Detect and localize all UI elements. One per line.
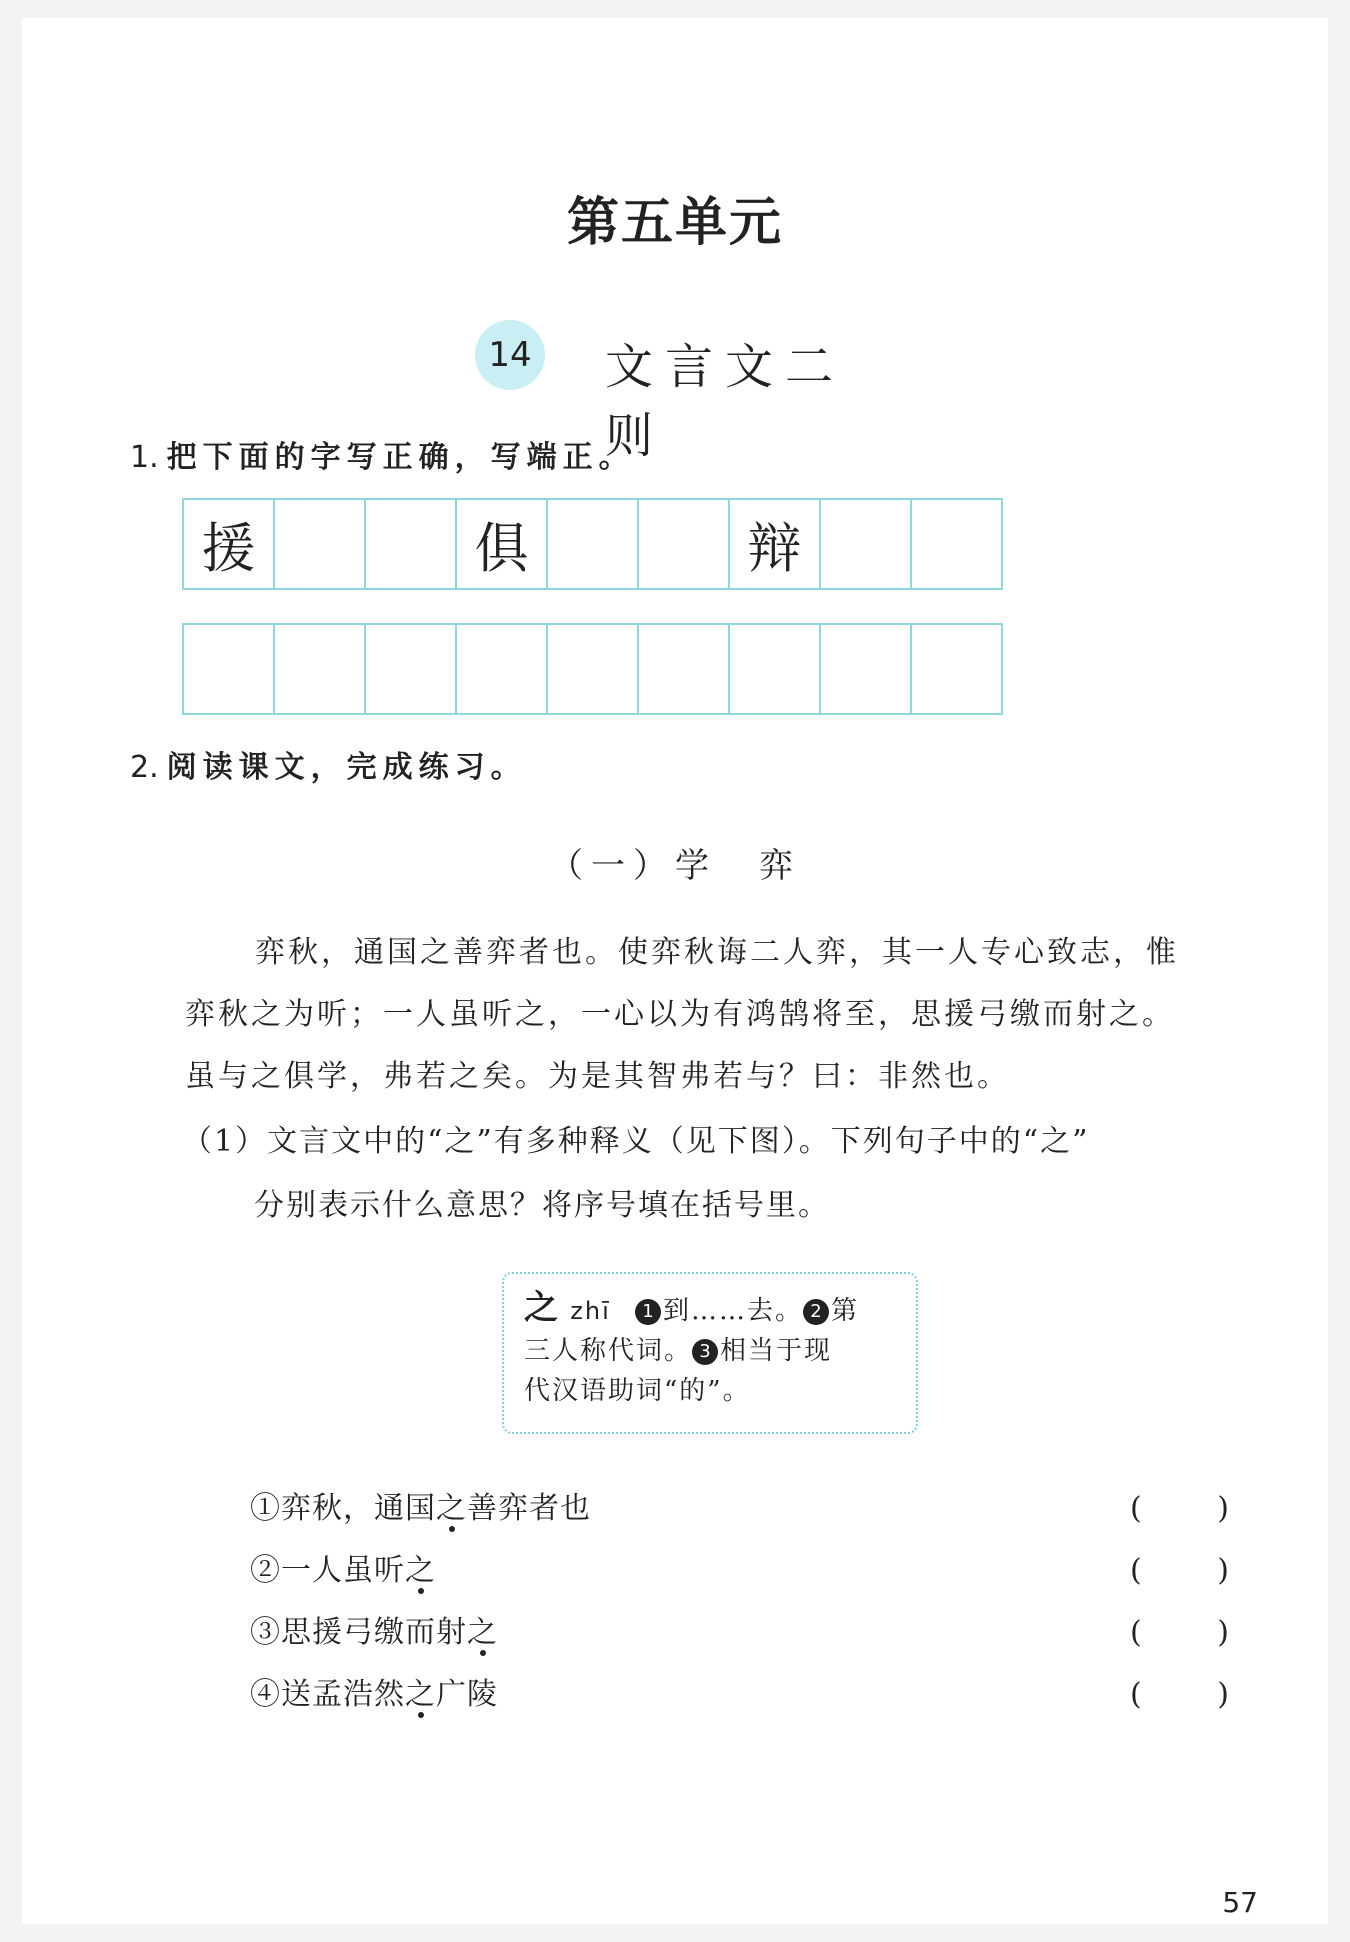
paren-open: ( (1130, 1677, 1143, 1712)
answer-items (250, 1478, 1230, 1726)
dictionary-line-3: 代汉语助词“的”。 (524, 1376, 751, 1406)
answer-item-2 (250, 1540, 1230, 1602)
question-1-number: 1. (130, 440, 159, 475)
passage-line-1: 弈秋，通国之善弈者也。使弈秋诲二人弈，其一人专心致志，惟 (255, 935, 1179, 970)
question-2 (130, 742, 527, 786)
grid-cell[interactable] (821, 625, 912, 713)
grid-cell[interactable] (730, 625, 821, 713)
lesson-title: 文言文二则 (605, 339, 846, 464)
unit-title: 第五单元 (566, 192, 783, 253)
grid-cell[interactable] (366, 500, 457, 588)
paren-open: ( (1130, 1615, 1143, 1650)
item-text: 善弈者也 (467, 1491, 591, 1526)
passage-line-3: 虽与之俱学，弗若之矣。为是其智弗若与？曰：非然也。 (185, 1059, 1010, 1094)
answer-blank[interactable] (1130, 1540, 1230, 1602)
paren-close: ) (1217, 1615, 1230, 1650)
lesson-header (475, 320, 895, 464)
grid-cell[interactable] (639, 500, 730, 588)
grid-cell[interactable] (275, 500, 366, 588)
definition-2-marker: 2 (803, 1299, 829, 1325)
answer-item-4 (250, 1664, 1230, 1726)
definition-2-start: 第 (831, 1296, 860, 1326)
grid-cell[interactable]: 辩 (730, 500, 821, 588)
answer-item-1 (250, 1478, 1230, 1540)
dictionary-line-1 (524, 1288, 896, 1331)
lesson-number-badge: 14 (475, 320, 545, 390)
item-text: 广陵 (436, 1677, 498, 1712)
writing-grid-row-1 (182, 498, 1003, 590)
paren-close: ) (1217, 1553, 1230, 1588)
grid-cell[interactable] (457, 625, 548, 713)
dictionary-box (502, 1272, 918, 1434)
grid-cell[interactable] (912, 625, 1001, 713)
passage (185, 922, 1225, 1108)
grid-cell[interactable] (366, 625, 457, 713)
dictionary-line-2 (524, 1331, 896, 1371)
emphasized-zhi: 之 (405, 1677, 436, 1712)
definition-2-end: 三人称代词。 (524, 1336, 693, 1366)
item-text: ①弈秋，通国 (250, 1491, 436, 1526)
grid-cell[interactable] (184, 625, 275, 713)
answer-blank[interactable] (1130, 1664, 1230, 1726)
grid-cell[interactable] (275, 625, 366, 713)
grid-cell[interactable]: 援 (184, 500, 275, 588)
emphasized-zhi: 之 (405, 1553, 436, 1588)
question-1 (130, 432, 635, 476)
grid-cell[interactable] (639, 625, 730, 713)
question-1-text: 把下面的字写正确，写端正。 (166, 440, 635, 475)
emphasized-zhi: 之 (436, 1491, 467, 1526)
sub-question-line-2: 分别表示什么意思？将序号填在括号里。 (254, 1188, 830, 1223)
writing-grid-row-2 (182, 623, 1003, 715)
passage-line-2: 弈秋之为听；一人虽听之，一心以为有鸿鹄将至，思援弓缴而射之。 (185, 997, 1175, 1032)
answer-blank[interactable] (1130, 1478, 1230, 1540)
paren-close: ) (1217, 1677, 1230, 1712)
sub-question-1 (182, 1110, 1232, 1238)
answer-blank[interactable] (1130, 1602, 1230, 1664)
grid-cell[interactable] (821, 500, 912, 588)
definition-3-marker: 3 (692, 1339, 718, 1365)
grid-cell[interactable] (912, 500, 1001, 588)
sub-question-line-1: （1）文言文中的“之”有多种释义（见下图）。下列句子中的“之” (182, 1124, 1090, 1159)
definition-1: 到……去。 (663, 1296, 804, 1326)
question-2-text: 阅读课文，完成练习。 (166, 750, 527, 785)
page-number: 57 (1222, 1886, 1258, 1919)
paren-open: ( (1130, 1553, 1143, 1588)
item-text: ②一人虽听 (250, 1553, 405, 1588)
dictionary-pinyin: zhī (570, 1297, 611, 1325)
item-text: ④送孟浩然 (250, 1677, 405, 1712)
definition-1-marker: 1 (635, 1299, 661, 1325)
paren-open: ( (1130, 1491, 1143, 1526)
grid-cell[interactable] (548, 500, 639, 588)
paren-close: ) (1217, 1491, 1230, 1526)
question-2-number: 2. (130, 750, 159, 785)
definition-3-start: 相当于现 (720, 1336, 833, 1366)
answer-item-3 (250, 1602, 1230, 1664)
item-text: ③思援弓缴而射 (250, 1615, 467, 1650)
section-title: （一）学 弈 (549, 846, 801, 886)
dictionary-char: 之 (524, 1288, 560, 1328)
grid-cell[interactable]: 俱 (457, 500, 548, 588)
emphasized-zhi: 之 (467, 1615, 498, 1650)
grid-cell[interactable] (548, 625, 639, 713)
